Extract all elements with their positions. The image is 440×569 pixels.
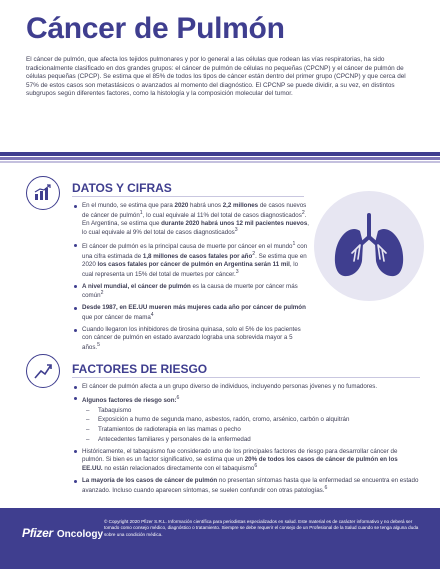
logo-pfizer: Pfizer xyxy=(22,526,53,540)
bar-chart-icon xyxy=(26,176,60,210)
footer xyxy=(0,508,440,569)
list-item: El cáncer de pulmón es la principal causa de muerte por cáncer en el mundo$^1$ con una cifra estimada de 1,8 millones de casos fatales por año$^2$. Se estima que en 2020 los casos fatales por cáncer de pulmón en Argentina serán 11 mil, lo cual representa un 15% del total de muertes por cáncer.$^3$ xyxy=(74,241,310,278)
section-divider xyxy=(72,196,304,197)
lungs-illustration xyxy=(314,191,424,301)
list-item: – Exposición a humo de segunda mano, asbestos, radón, cromo, arsénico, carbón o alquitrán xyxy=(82,416,420,424)
list-item: – Tratamientos de radioterapia en las mamas o pecho xyxy=(82,426,420,434)
section-title-datos: DATOS Y CIFRAS xyxy=(72,181,172,195)
intro-paragraph: El cáncer de pulmón, que afecta los tejidos pulmonares y por lo general a las células que rodean las vías respiratorias, ha sido tradicionalmente clasificado en dos grandes grupos: el cáncer de pulmón de células no pequeñas (CPCNP) y el cáncer de pulmón de células pequeñas (CPCP). Se estima que el 85% de todos los tipos de cáncer están dentro del primer grupo (CPCNP) y que cerca del 57% de estos casos son metastásicos o avanzados al momento del diagnóstico. El CPCNP se puede dividir, a su vez, en distintos subgrupos según diferentes factores, como la histología y la composición molecular del tumor. xyxy=(26,56,406,98)
list-item: Desde 1987, en EE.UU mueren más mujeres cada año por cáncer de pulmón que por cáncer de mama$^4$ xyxy=(74,304,310,322)
pfizer-oncology-logo xyxy=(22,524,103,542)
header-divider-band xyxy=(0,152,440,164)
legal-disclaimer: © Copyright 2020 Pfizer S.R.L. Información científica para periodistas especializados en salud. Este material es de carácter informativo y no deberá ser tomado como consejo médico, diagnóstico o tratamiento. Siempre se debe requerir el consejo de un Profesional de la Salud cuando se tenga alguna duda sobre una condición médica. xyxy=(104,519,419,537)
list-item: Algunos factores de riesgo son:$^6$ – Tabaquismo – Exposición a humo de segunda mano, asbestos, radón, cromo, arsénico, carbón o alquitrán – Tratamientos de radioterapia en las mamas o pecho – Antecedentes familiares y personales de la enfermedad xyxy=(74,395,420,444)
list-item: – Antecedentes familiares y personales de la enfermedad xyxy=(82,436,420,444)
list-item: – Tabaquismo xyxy=(82,407,420,415)
factores-list xyxy=(74,383,420,499)
list-item: Históricamente, el tabaquismo fue considerado uno de los principales factores de riesgo para desarrollar cáncer de pulmón. Si bien es un factor significativo, se estima que un 20% de todos los casos de cáncer de pulmón en los EE.UU. no están relacionados directamente con el tabaquismo$^6$ xyxy=(74,448,420,473)
list-item: Cuando llegaron los inhibidores de tirosina quinasa, solo el 5% de los pacientes con cáncer de pulmón en estado avanzado lograba una sobrevida mayor a 5 años.$^5$ xyxy=(74,326,310,351)
section-title-factores: FACTORES DE RIESGO xyxy=(72,362,208,376)
list-item: El cáncer de pulmón afecta a un grupo diverso de individuos, incluyendo personas jóvenes y no fumadores. xyxy=(74,383,420,391)
lungs-icon xyxy=(330,211,408,281)
page-title: Cáncer de Pulmón xyxy=(26,12,285,45)
section-divider xyxy=(72,377,420,378)
list-item: La mayoría de los casos de cáncer de pulmón no presentan síntomas hasta que la enfermedad se encuentra en estado avanzado. Incluso cuando aparecen síntomas, se suelen confundir con otras patologías.$^6$ xyxy=(74,477,420,495)
list-item: A nivel mundial, el cáncer de pulmón es la causa de muerte por cáncer más común$^2$ xyxy=(74,283,310,301)
datos-list xyxy=(74,202,310,355)
list-item: En el mundo, se estima que para 2020 habrá unos 2,2 millones de casos nuevos de cáncer de pulmón$^1$, lo cual equivale al 11% del total de casos diagnosticados$^2$. En Argentina, se estima que durante 2020 habrá unos 12 mil pacientes nuevos, lo cual equivale al 9% del total de casos diagnosticados$^3$ xyxy=(74,202,310,237)
trend-arrow-icon xyxy=(26,354,60,388)
logo-oncology: Oncology xyxy=(56,529,104,540)
